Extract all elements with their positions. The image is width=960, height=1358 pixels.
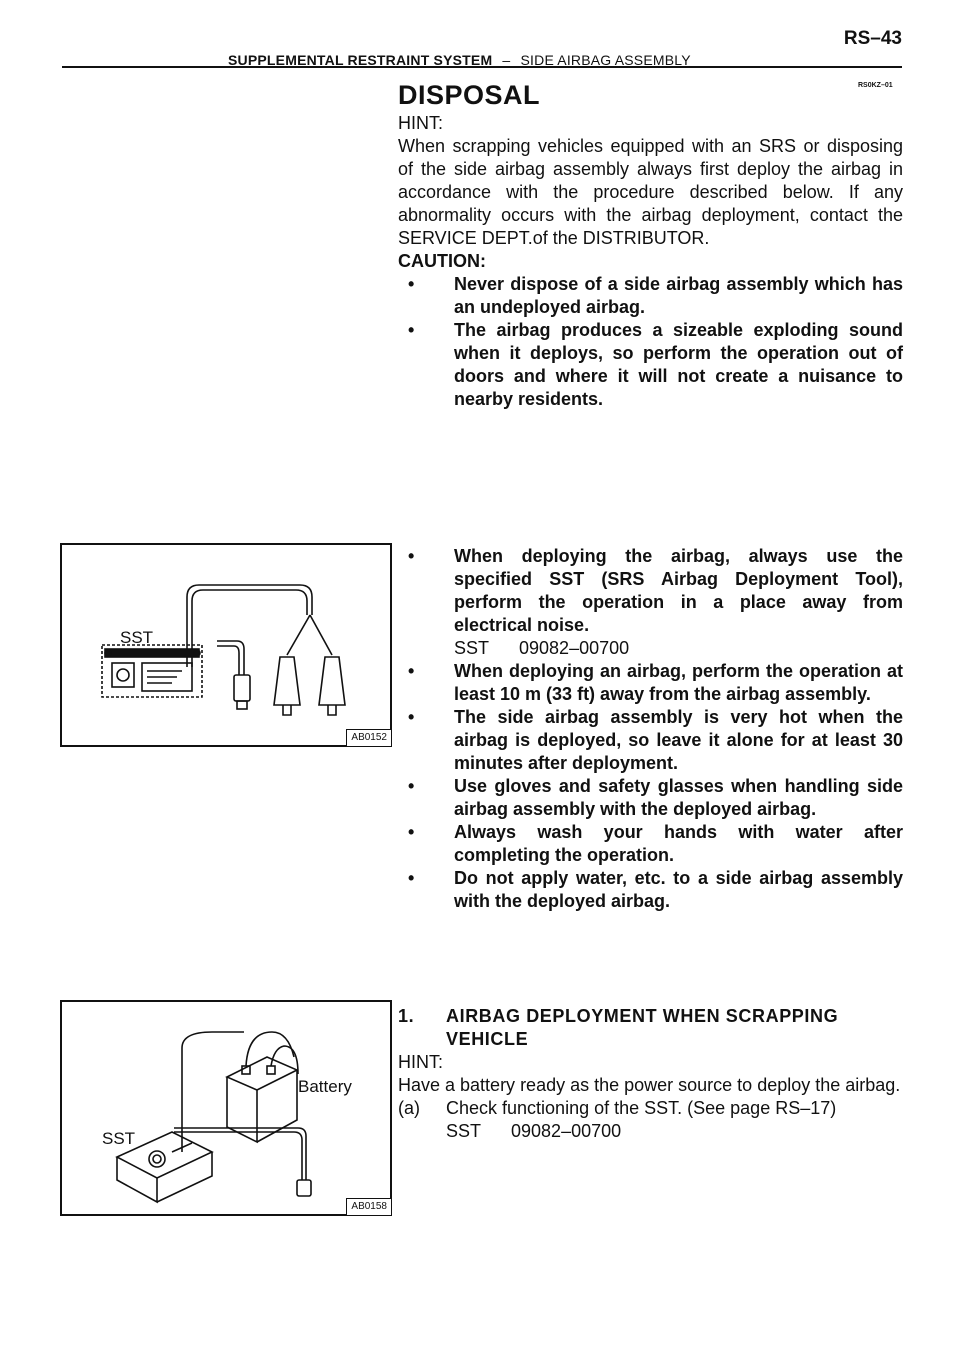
disposal-section [398, 80, 903, 411]
hint-text: Have a battery ready as the power source to deploy the airbag. [398, 1075, 901, 1095]
sst-label: SST [454, 638, 490, 658]
caution-item: • Do not apply water, etc. to a side airbag assembly with the deployed airbag. [398, 867, 903, 913]
document-code: RS0KZ–01 [858, 82, 893, 89]
caution-label: CAUTION: [398, 251, 486, 271]
figure-id: AB0152 [346, 729, 392, 747]
caution-item: • Use gloves and safety glasses when handling side airbag assembly with the deployed airbag. [398, 775, 903, 821]
hint-label: HINT: [398, 1052, 443, 1072]
step-title: AIRBAG DEPLOYMENT WHEN SCRAPPING VEHICLE [446, 1006, 839, 1049]
caution-item: • The airbag produces a sizeable exploding sound when it deploys, so perform the operation out of doors and where it will not create a nuisance to nearby residents. [398, 319, 903, 411]
page-number: RS–43 [843, 28, 902, 49]
sst-tool-drawing [62, 545, 390, 745]
caution-list-continued [398, 545, 903, 913]
figure-id: AB0158 [346, 1198, 392, 1216]
caution-item [398, 545, 903, 660]
step-substep [398, 1097, 903, 1120]
hint-text: When scrapping vehicles equipped with an SRS or disposing of the side airbag assembly always first deploy the airbag in accordance with the procedure described below. If any abnormality occurs with the airbag deployment, contact the SERVICE DEPT.of the DISTRIBUTOR. [398, 136, 903, 248]
sst-line [454, 637, 903, 660]
hint-label: HINT: [398, 113, 443, 133]
header-section: SIDE AIRBAG ASSEMBLY [520, 52, 691, 68]
figure-label-sst: SST [102, 1129, 136, 1148]
header-system: SUPPLEMENTAL RESTRAINT SYSTEM [228, 52, 493, 68]
caution-item: • Never dispose of a side airbag assembly which has an undeployed airbag. [398, 273, 903, 319]
step-number: 1. [398, 1006, 415, 1026]
caution-continued-section [398, 545, 903, 913]
figure-label-sst: SST [120, 628, 154, 647]
sst-label: SST [446, 1121, 482, 1141]
battery-sst-drawing [62, 1002, 390, 1214]
sst-number: 09082–00700 [519, 638, 630, 658]
sst-line [398, 1120, 903, 1143]
header-separator: – [502, 52, 511, 68]
figure-sst-tool [60, 543, 392, 747]
caution-item: • Always wash your hands with water after completing the operation. [398, 821, 903, 867]
caution-item-text: When deploying the airbag, always use the specified SST (SRS Airbag Deployment Tool), perform the operation in a place away from electrical noise. [454, 546, 903, 635]
step-1-section [398, 1005, 903, 1143]
header-rule [62, 66, 902, 68]
caution-list [398, 273, 903, 411]
sst-number: 09082–00700 [511, 1121, 622, 1141]
caution-item: • When deploying an airbag, perform the operation at least 10 m (33 ft) away from the airbag assembly. [398, 660, 903, 706]
figure-battery-sst [60, 1000, 392, 1216]
substep-text: Check functioning of the SST. (See page RS–17) [446, 1098, 837, 1118]
step-heading [398, 1005, 903, 1051]
caution-item: • The side airbag assembly is very hot when the airbag is deployed, so leave it alone for at least 30 minutes after deployment. [398, 706, 903, 775]
figure-label-battery: Battery [298, 1077, 352, 1096]
substep-number: (a) [398, 1098, 420, 1118]
section-title: DISPOSAL [398, 80, 541, 110]
